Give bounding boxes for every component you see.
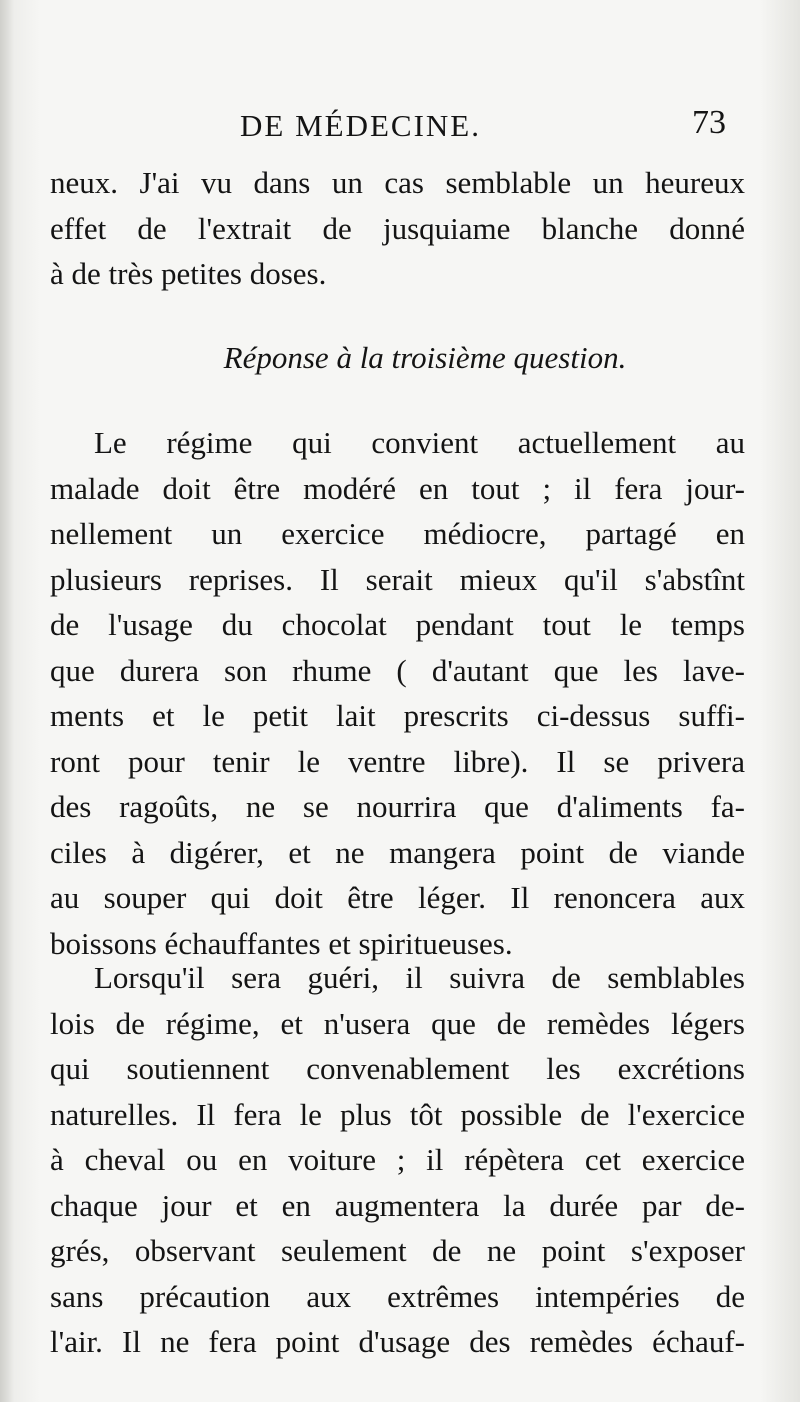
text-line: malade doit être modéré en tout ; il fera jour- [50,470,745,506]
paragraph-regime [50,420,745,966]
text-line: Lorsqu'il sera guéri, il suivra de semblables [94,960,745,995]
page-header [0,104,800,158]
text-line: Le régime qui convient actuellement au [94,425,745,460]
text-line: à cheval ou en voiture ; il répètera cet exercice [50,1142,745,1177]
text-line: effet de l'extrait de jusquiame blanche donné [50,210,745,246]
text-line: chaque jour et en augmentera la durée par de- [50,1187,745,1223]
running-title: DE MÉDECINE. [240,108,481,143]
paragraph-gueri [50,955,745,1365]
section-heading-text: Réponse à la troisième question. [223,340,627,375]
text-line: plusieurs reprises. Il serait mieux qu'il s'abstînt [50,561,745,597]
text-line: que durera son rhume ( d'autant que les lave- [50,652,745,688]
section-heading [0,340,800,376]
page-edge-shadow [0,0,14,1402]
text-line: naturelles. Il fera le plus tôt possible de l'exercice [50,1096,745,1132]
paragraph-continued [50,160,745,297]
text-line: ront pour tenir le ventre libre). Il se privera [50,743,745,779]
text-line: sans précaution aux extrêmes intempéries de [50,1278,745,1314]
text-line: lois de régime, et n'usera que de remèdes légers [50,1005,745,1041]
text-line: neux. J'ai vu dans un cas semblable un heureux [50,165,745,200]
text-line: à de très petites doses. [50,256,327,291]
text-line: de l'usage du chocolat pendant tout le temps [50,607,745,642]
text-line: qui soutiennent convenablement les excrétions [50,1051,745,1086]
text-line: ciles à digérer, et ne mangera point de viande [50,834,745,870]
text-line: ments et le petit lait prescrits ci-dessus suffi- [50,698,745,733]
text-line: grés, observant seulement de ne point s'exposer [50,1233,745,1268]
text-line: des ragoûts, ne se nourrira que d'aliments fa- [50,789,745,824]
text-line: l'air. Il ne fera point d'usage des remèdes échauf- [50,1324,745,1359]
text-line: boissons échauffantes et spiritueuses. [50,925,513,961]
page-number: 73 [692,104,726,141]
text-line: au souper qui doit être léger. Il renoncera aux [50,880,745,915]
text-line: nellement un exercice médiocre, partagé en [50,516,745,551]
